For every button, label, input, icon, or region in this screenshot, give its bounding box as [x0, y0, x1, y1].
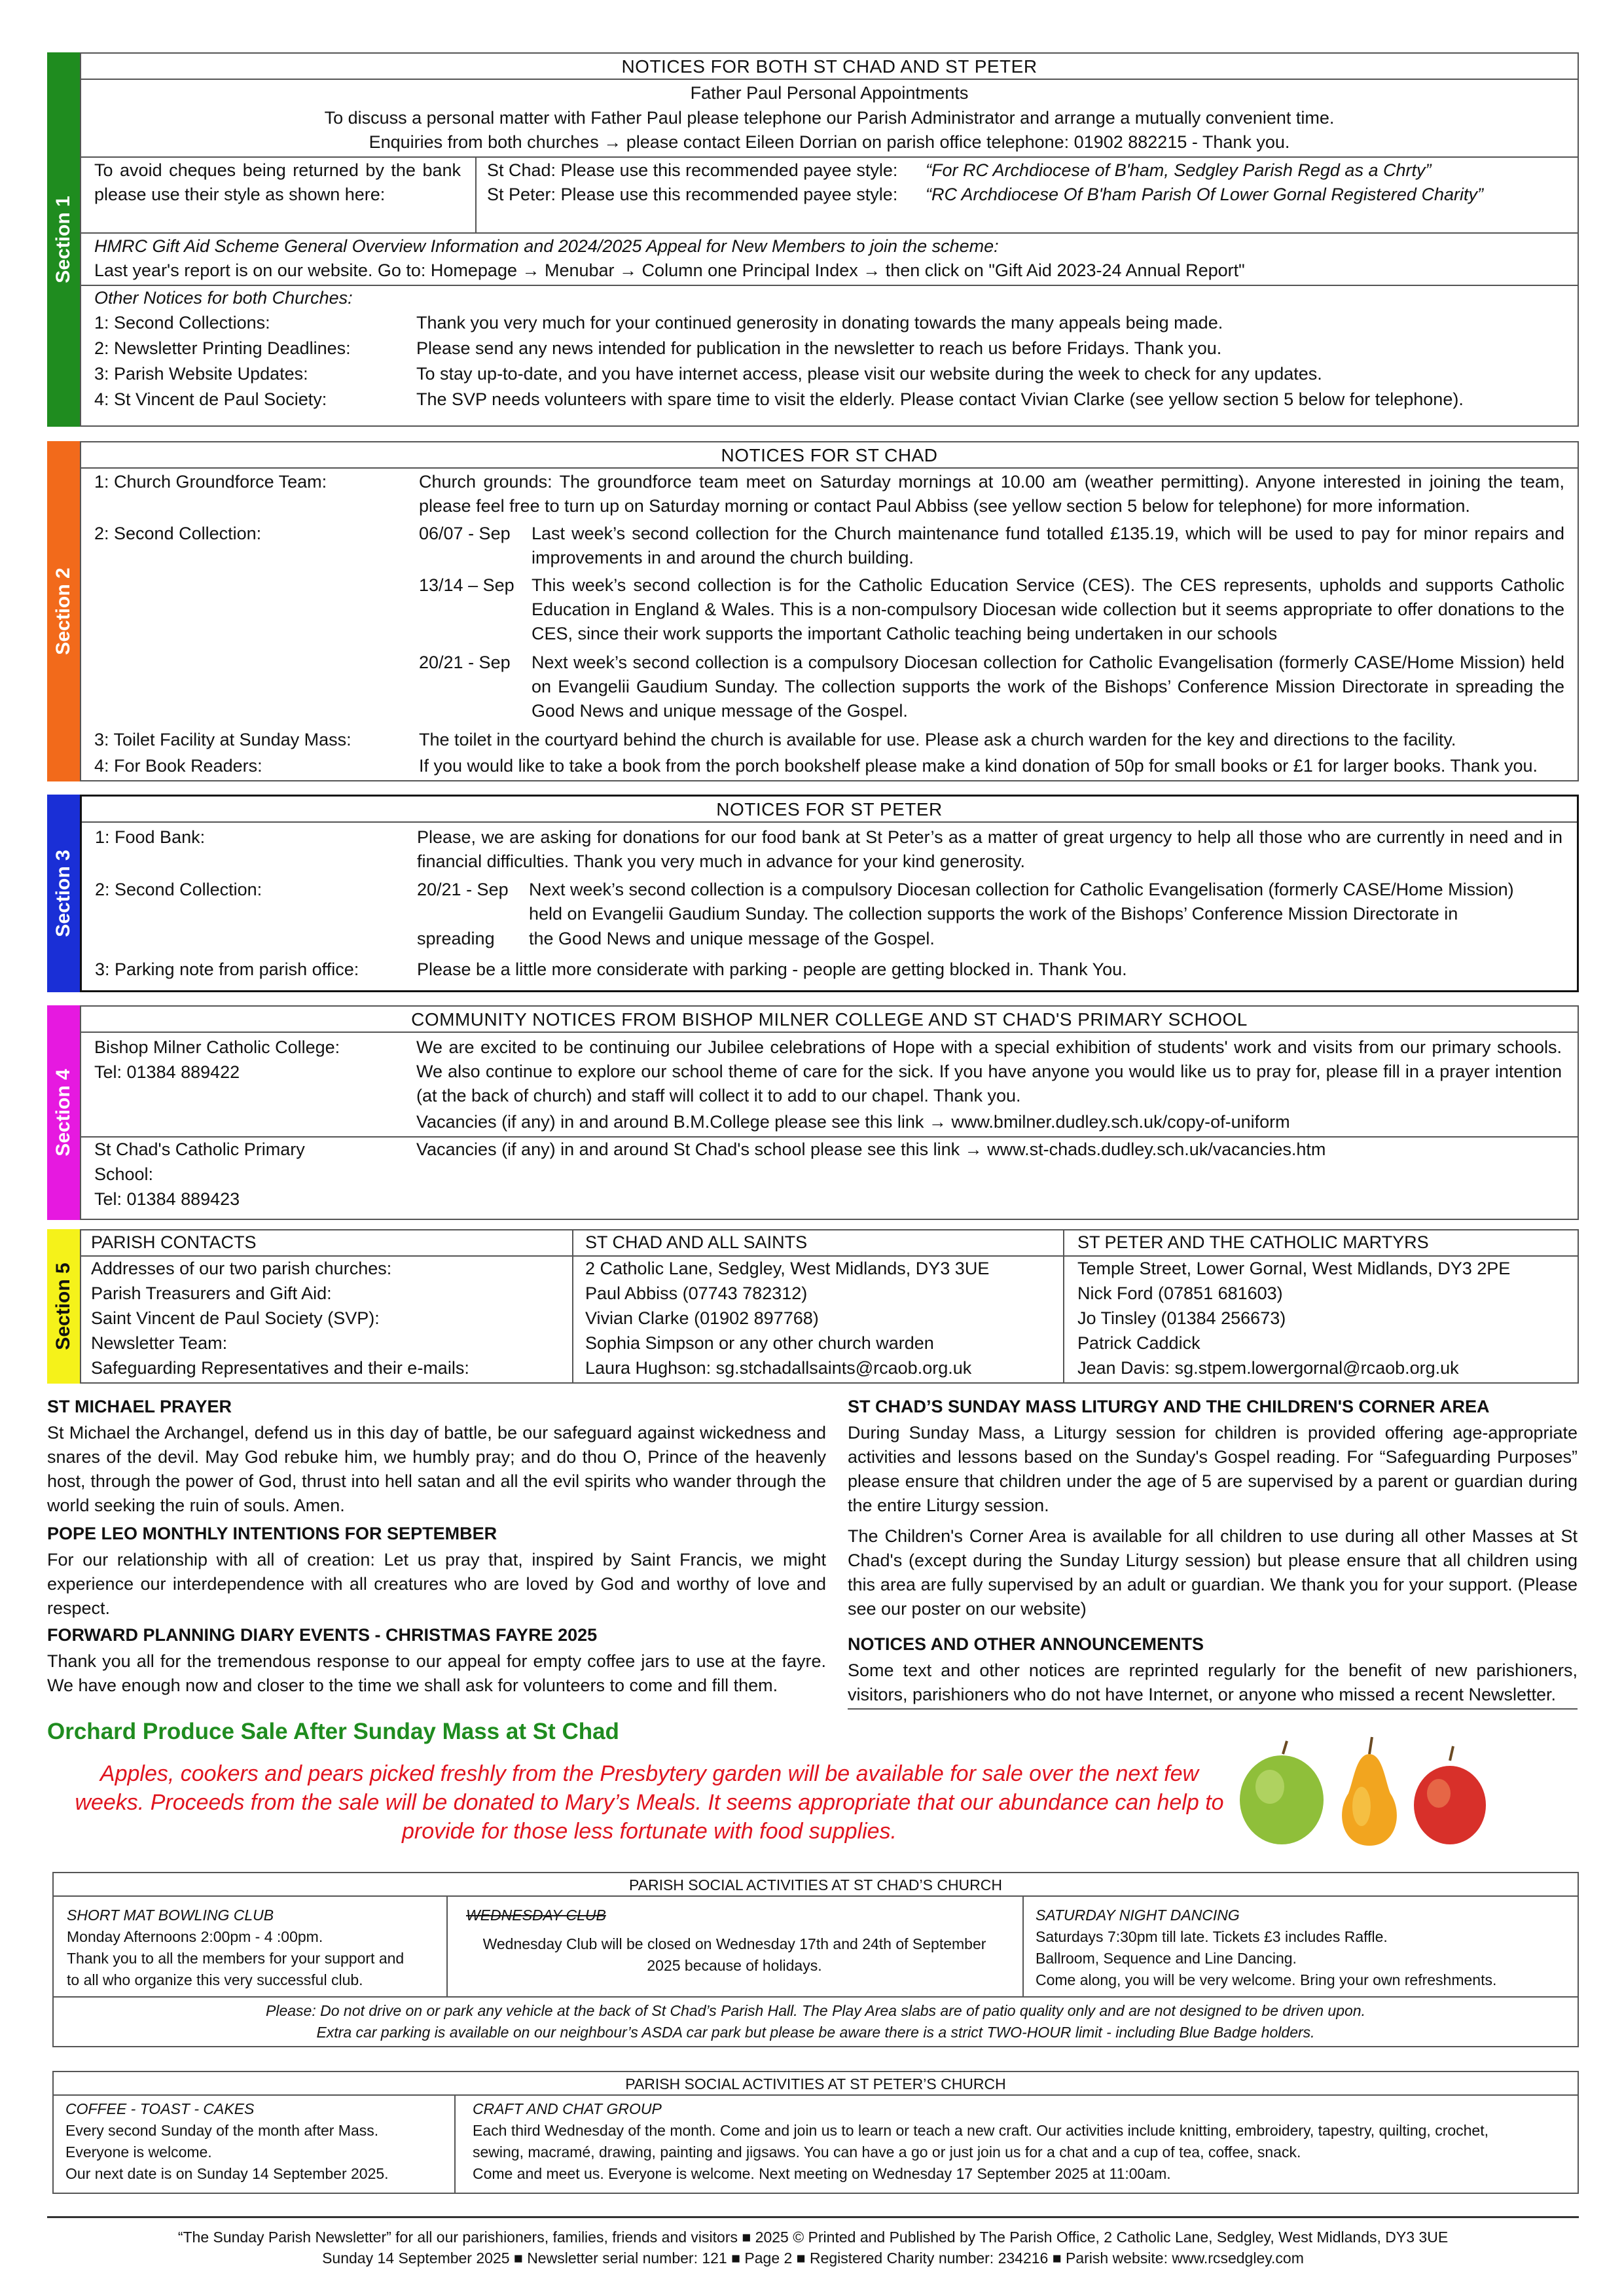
- section-2-heading: NOTICES FOR ST CHAD: [81, 442, 1578, 469]
- toilet-text: The toilet in the courtyard behind the church is available for use. Please ask a church warden for the key and directions to the facility.: [419, 730, 1456, 749]
- peter-contact: Nick Ford (07851 681603): [1077, 1283, 1283, 1303]
- peter-social-table: [52, 2071, 1579, 2194]
- divider: [81, 156, 1578, 158]
- wednesday-club-line: Wednesday Club will be closed on Wednesday 17th and 24th of September: [482, 1935, 986, 1952]
- divider: [1063, 1230, 1064, 1382]
- orchard-line1: Apples, cookers and pears picked freshly from the Presbytery garden will be available for sale over the next few: [99, 1761, 1199, 1786]
- section-5-label: Section 5: [52, 1263, 74, 1350]
- section-2-box: [80, 441, 1579, 781]
- section-1-tab: [47, 52, 80, 427]
- christmas-fayre-text: Thank you all for the tremendous response to our appeal for empty coffee jars to use at the fayre. We have enough now and closer to the time we shall ask for volunteers to come and fill them.: [47, 1651, 826, 1695]
- parking-note: Extra car parking is available on our neighbour’s ASDA car park but please be aware there is a strict TWO-HOUR limit - including Blue Badge holders.: [316, 2024, 1315, 2041]
- chad-contact: Laura Hughson: sg.stchadallsaints@rcaob.org.uk: [585, 1358, 972, 1378]
- craft-line: sewing, macramé, drawing, painting and jigsaws. You can have a go or just join us for a chat and a cup of tea, coffee, snack.: [473, 2144, 1301, 2161]
- section-3-tab: [47, 795, 80, 992]
- footer-line-2: Sunday 14 September 2025 ■ Newsletter serial number: 121 ■ Page 2 ■ Registered Charity number: 234216 ■ Parish website: www.rcsedgley.com: [322, 2250, 1304, 2267]
- peter-column-heading: ST PETER AND THE CATHOLIC MARTYRS: [1077, 1232, 1429, 1252]
- notice-label: 2: Newsletter Printing Deadlines:: [94, 338, 351, 358]
- collection-text: Next week’s second collection is a compulsory Diocesan collection for Catholic Evangelisation (formerly CASE/Home Mission) held on Evangelii Gaudium Sunday. The collection supports the work of the Bishops’ Conference Mission Directorate in spreading the Good News and unique message of the Gospel.: [532, 653, 1564, 721]
- peter-payee-style: “RC Archdiocese Of B'ham Parish Of Lower Gornal Registered Charity”: [926, 185, 1483, 204]
- dancing-title: SATURDAY NIGHT DANCING: [1036, 1907, 1240, 1924]
- parking-text: Please be a little more considerate with parking - people are getting blocked in. Thank You.: [417, 960, 1127, 979]
- parking-note: Please: Do not drive on or park any vehicle at the back of St Chad’s Parish Hall. The Play Area slabs are of patio quality only and are not designed to be driven upon.: [266, 2002, 1365, 2019]
- peter-contact: Jean Davis: sg.stpem.lowergornal@rcaob.org.uk: [1077, 1358, 1459, 1378]
- bowling-line: Thank you to all the members for your support and: [67, 1950, 405, 1967]
- st-chads-school-vacancies: Vacancies (if any) in and around St Chad's school please see this link → www.st-chads.dudley.sch.uk/vacancies.htm: [416, 1139, 1326, 1159]
- st-chads-school-name: St Chad's Catholic Primary: [94, 1139, 305, 1159]
- orchard-line2: weeks. Proceeds from the sale will be donated to Mary’s Meals. It seems appropriate that our abundance can help to: [75, 1790, 1224, 1815]
- coffee-line: Every second Sunday of the month after Mass.: [65, 2122, 379, 2139]
- parking-label: 3: Parking note from parish office:: [95, 960, 359, 979]
- collection-date: 13/14 – Sep: [419, 575, 514, 595]
- chad-social-heading: PARISH SOCIAL ACTIVITIES AT ST CHAD’S CHURCH: [54, 1873, 1578, 1897]
- christmas-fayre-title: FORWARD PLANNING DIARY EVENTS - CHRISTMAS FAYRE 2025: [47, 1625, 598, 1645]
- collection-text: This week’s second collection is for the Catholic Education Service (CES). The CES represents, upholds and supports Catholic Education in England & Wales. This is a non-compulsory Diocesan wide collection but it seems appropriate to offer donations to the CES, since their work supports the important Catholic teaching being undertaken in our schools: [532, 575, 1564, 643]
- craft-title: CRAFT AND CHAT GROUP: [473, 2100, 662, 2117]
- collection-text: the Good News and unique message of the Gospel.: [529, 929, 935, 948]
- second-collection-label: 2: Second Collection:: [94, 524, 262, 543]
- peter-social-heading: PARISH SOCIAL ACTIVITIES AT ST PETER’S CHURCH: [54, 2072, 1578, 2096]
- dancing-line: Come along, you will be very welcome. Bring your own refreshments.: [1036, 1971, 1497, 1988]
- books-text: If you would like to take a book from the porch bookshelf please make a kind donation of 50p for small books or £1 for larger books. Thank you.: [419, 756, 1538, 776]
- craft-line: Each third Wednesday of the month. Come and join us to learn or teach a new craft. Our activities include knitting, embroidery, tapestry, quilting, crochet,: [473, 2122, 1489, 2139]
- liturgy-title: ST CHAD’S SUNDAY MASS LITURGY AND THE CHILDREN'S CORNER AREA: [848, 1397, 1490, 1416]
- craft-line: Come and meet us. Everyone is welcome. Next meeting on Wednesday 17 September 2025 at 11:00am.: [473, 2165, 1171, 2182]
- section-4-tab: [47, 1005, 80, 1220]
- chad-contact: Sophia Simpson or any other church warden: [585, 1333, 934, 1353]
- bishop-milner-name: Bishop Milner Catholic College:: [94, 1037, 340, 1057]
- collection-text: Next week’s second collection is a compulsory Diocesan collection for Catholic Evangelisation (formerly CASE/Home Mission): [529, 880, 1514, 899]
- peter-payee-label: St Peter: Please use this recommended payee style:: [487, 185, 898, 204]
- apple-icon: [1414, 1746, 1486, 1844]
- notice-text: To stay up-to-date, and you have internet access, please visit our website during the week to check for any updates.: [416, 364, 1322, 384]
- wednesday-club-line: 2025 because of holidays.: [647, 1957, 822, 1974]
- chad-payee-label: St Chad: Please use this recommended payee style:: [487, 160, 898, 180]
- st-chads-school-tel: Tel: 01384 889423: [94, 1189, 240, 1209]
- other-notices-title: Other Notices for both Churches:: [94, 288, 353, 308]
- section-3-label: Section 3: [52, 850, 74, 937]
- apple-icon: [1240, 1741, 1324, 1844]
- orchard-line3: provide for those less fortunate with food supplies.: [402, 1819, 897, 1844]
- father-paul-line2: Enquiries from both churches → please contact Eileen Dorrian on parish office telephone: 01902 882215 - Thank you.: [369, 132, 1290, 152]
- section-1-label: Section 1: [52, 196, 74, 283]
- father-paul-title: Father Paul Personal Appointments: [690, 83, 969, 103]
- wednesday-club-title: WEDNESDAY CLUB: [466, 1907, 606, 1924]
- notice-label: 3: Parish Website Updates:: [94, 364, 308, 384]
- section-4-heading: COMMUNITY NOTICES FROM BISHOP MILNER COLLEGE AND ST CHAD'S PRIMARY SCHOOL: [81, 1007, 1578, 1033]
- section-4-box: [80, 1005, 1579, 1220]
- contacts-column-heading: PARISH CONTACTS: [91, 1232, 257, 1252]
- collection-text: spreading: [417, 929, 495, 948]
- giftaid-line: Last year's report is on our website. Go to: Homepage → Menubar → Column one Principal Index → then click on "Gift Aid 2023-24 Annual Report": [94, 260, 1245, 280]
- bishop-milner-vacancies: Vacancies (if any) in and around B.M.College please see this link → www.bmilner.dudley.sch.uk/copy-of-uniform: [416, 1112, 1290, 1132]
- divider: [1022, 1897, 1024, 1996]
- groundforce-text: Church grounds: The groundforce team meet on Saturday mornings at 10.00 am (weather permitting). Anyone interested in joining the team, please feel free to turn up on Saturday morning or contact Paul Abbiss (see yellow section 5 below for telephone) for more information.: [419, 472, 1564, 516]
- section-5-box: [80, 1229, 1579, 1384]
- notice-label: 1: Second Collections:: [94, 313, 270, 332]
- notice-text: Thank you very much for your continued generosity in donating towards the many appeals being made.: [416, 313, 1223, 332]
- divider: [446, 1897, 448, 1996]
- contact-label: Saint Vincent de Paul Society (SVP):: [91, 1308, 380, 1328]
- section-3-box: [80, 795, 1579, 992]
- st-michael-text: St Michael the Archangel, defend us in this day of battle, be our safeguard against wickedness and snares of the devil. May God rebuke him, we humbly pray; and do thou O, Prince of the heavenly host, through the power of God, thrust into hell satan and all the evil spirits who wander through the world seeking the ruin of souls. Amen.: [47, 1423, 826, 1515]
- peter-contact: Patrick Caddick: [1077, 1333, 1200, 1353]
- notice-text: Please send any news intended for publication in the newsletter to reach us before Fridays. Thank you.: [416, 338, 1222, 358]
- orchard-title: Orchard Produce Sale After Sunday Mass at St Chad: [47, 1719, 619, 1744]
- giftaid-title: HMRC Gift Aid Scheme General Overview Information and 2024/2025 Appeal for New Members to join the scheme:: [94, 236, 999, 256]
- section-1-heading: NOTICES FOR BOTH ST CHAD AND ST PETER: [81, 54, 1578, 80]
- divider: [848, 1708, 1578, 1710]
- footer-divider: [47, 2216, 1579, 2218]
- section-1-box: [80, 52, 1579, 427]
- chad-payee-style: “For RC Archdiocese of B'ham, Sedgley Parish Regd as a Chrty”: [926, 160, 1432, 180]
- chad-social-table: [52, 1872, 1579, 2047]
- chad-contact: Vivian Clarke (01902 897768): [585, 1308, 819, 1328]
- st-chads-school-name: School:: [94, 1164, 154, 1184]
- divider: [81, 232, 1578, 234]
- chad-column-heading: ST CHAD AND ALL SAINTS: [585, 1232, 808, 1252]
- groundforce-label: 1: Church Groundforce Team:: [94, 472, 327, 492]
- collection-text: held on Evangelii Gaudium Sunday. The collection supports the work of the Bishops’ Conference Mission Directorate in: [529, 904, 1458, 924]
- coffee-title: COFFEE - TOAST - CAKES: [65, 2100, 255, 2117]
- divider: [54, 1996, 1578, 1998]
- dancing-line: Saturdays 7:30pm till late. Tickets £3 includes Raffle.: [1036, 1928, 1388, 1945]
- contact-label: Safeguarding Representatives and their e-mails:: [91, 1358, 469, 1378]
- second-collection-label: 2: Second Collection:: [95, 880, 262, 899]
- dancing-line: Ballroom, Sequence and Line Dancing.: [1036, 1950, 1297, 1967]
- liturgy-text-2: The Children's Corner Area is available for all children to use during all other Masses at St Chad's (except during the Sunday Liturgy session) but please ensure that all children using this area are fully supervised by an adult or guardian. We thank you for your support. (Please see our poster on our website): [848, 1526, 1578, 1619]
- notice-text: The SVP needs volunteers with spare time to visit the elderly. Please contact Vivian Clarke (see yellow section 5 below for telephone).: [416, 389, 1464, 409]
- collection-date: 20/21 - Sep: [417, 880, 509, 899]
- bishop-milner-tel: Tel: 01384 889422: [94, 1062, 240, 1082]
- chad-contact: 2 Catholic Lane, Sedgley, West Midlands, DY3 3UE: [585, 1259, 990, 1278]
- divider: [475, 156, 477, 232]
- section-4-label: Section 4: [52, 1069, 74, 1157]
- section-5-tab: [47, 1229, 80, 1384]
- footer-line-1: [47, 2227, 1579, 2248]
- pope-leo-text: For our relationship with all of creation: Let us pray that, inspired by Saint Francis, we might experience our interdependence with all creatures who are loved by God and worthy of love and respect.: [47, 1550, 826, 1618]
- contact-label: Newsletter Team:: [91, 1333, 228, 1353]
- bowling-title: SHORT MAT BOWLING CLUB: [67, 1907, 274, 1924]
- foodbank-label: 1: Food Bank:: [95, 827, 206, 847]
- notice-label: 4: St Vincent de Paul Society:: [94, 389, 327, 409]
- chad-contact: Paul Abbiss (07743 782312): [585, 1283, 808, 1303]
- books-label: 4: For Book Readers:: [94, 756, 262, 776]
- peter-contact: Jo Tinsley (01384 256673): [1077, 1308, 1286, 1328]
- pope-leo-title: POPE LEO MONTHLY INTENTIONS FOR SEPTEMBER: [47, 1524, 497, 1543]
- father-paul-line1: To discuss a personal matter with Father Paul please telephone our Parish Administrator and arrange a mutually convenient time.: [324, 108, 1335, 128]
- collection-text: Last week’s second collection for the Church maintenance fund totalled £135.19, which will be used to pay for minor repairs and improvements in and around the church building.: [532, 524, 1564, 567]
- notices-text: Some text and other notices are reprinted regularly for the benefit of new parishioners, visitors, parishioners who do not have Internet, or anyone who missed a recent Newsletter.: [848, 1660, 1578, 1704]
- divider: [454, 2096, 456, 2193]
- section-2-tab: [47, 441, 80, 781]
- bishop-milner-text: We are excited to be continuing our Jubilee celebrations of Hope with a special exhibition of students' work and visits from our primary schools. We also continue to explore our school theme of care for the sick. If you have anyone you would like us to pray for, please fill in a prayer intention (at the back of church) and staff will collect it to add to our chapel. Thank you.: [416, 1037, 1562, 1105]
- notices-title: NOTICES AND OTHER ANNOUNCEMENTS: [848, 1634, 1204, 1654]
- contact-label: Parish Treasurers and Gift Aid:: [91, 1283, 332, 1303]
- peter-contact: Temple Street, Lower Gornal, West Midlands, DY3 2PE: [1077, 1259, 1511, 1278]
- pear-icon: [1342, 1737, 1397, 1846]
- collection-date: 06/07 - Sep: [419, 524, 511, 543]
- coffee-line: Everyone is welcome.: [65, 2144, 212, 2161]
- section-3-heading: NOTICES FOR ST PETER: [82, 797, 1577, 823]
- coffee-line: Our next date is on Sunday 14 September 2025.: [65, 2165, 389, 2182]
- cheque-note: To avoid cheques being returned by the bank please use their style as shown here:: [94, 160, 461, 204]
- liturgy-text-1: During Sunday Mass, a Liturgy session for children is provided offering age-appropriate activities and lessons based on the Sunday's Gospel reading. For “Safeguarding Purposes” please ensure that children under the age of 5 are supervised by a parent or guardian during the entire Liturgy session.: [848, 1423, 1578, 1515]
- bowling-line: Monday Afternoons 2:00pm - 4 :00pm.: [67, 1928, 323, 1945]
- section-2-label: Section 2: [52, 567, 74, 655]
- divider: [572, 1230, 573, 1382]
- footer-text: “The Sunday Parish Newsletter” for all our parishioners, families, friends and visitors ■ 2025 © Printed and Published by The Parish Office, 2 Catholic Lane, Sedgley, West Midlands, DY3 3UE: [177, 2229, 1449, 2246]
- foodbank-text: Please, we are asking for donations for our food bank at St Peter’s as a matter of great urgency to help all those who are currently in need and in financial difficulties. Thank you very much in advance for your kind generosity.: [417, 827, 1562, 871]
- st-michael-title: ST MICHAEL PRAYER: [47, 1397, 232, 1416]
- contact-label: Addresses of our two parish churches:: [91, 1259, 392, 1278]
- bowling-line: to all who organize this very successful club.: [67, 1971, 363, 1988]
- collection-date: 20/21 - Sep: [419, 653, 511, 672]
- fruit-illustration: [1231, 1728, 1506, 1852]
- toilet-label: 3: Toilet Facility at Sunday Mass:: [94, 730, 352, 749]
